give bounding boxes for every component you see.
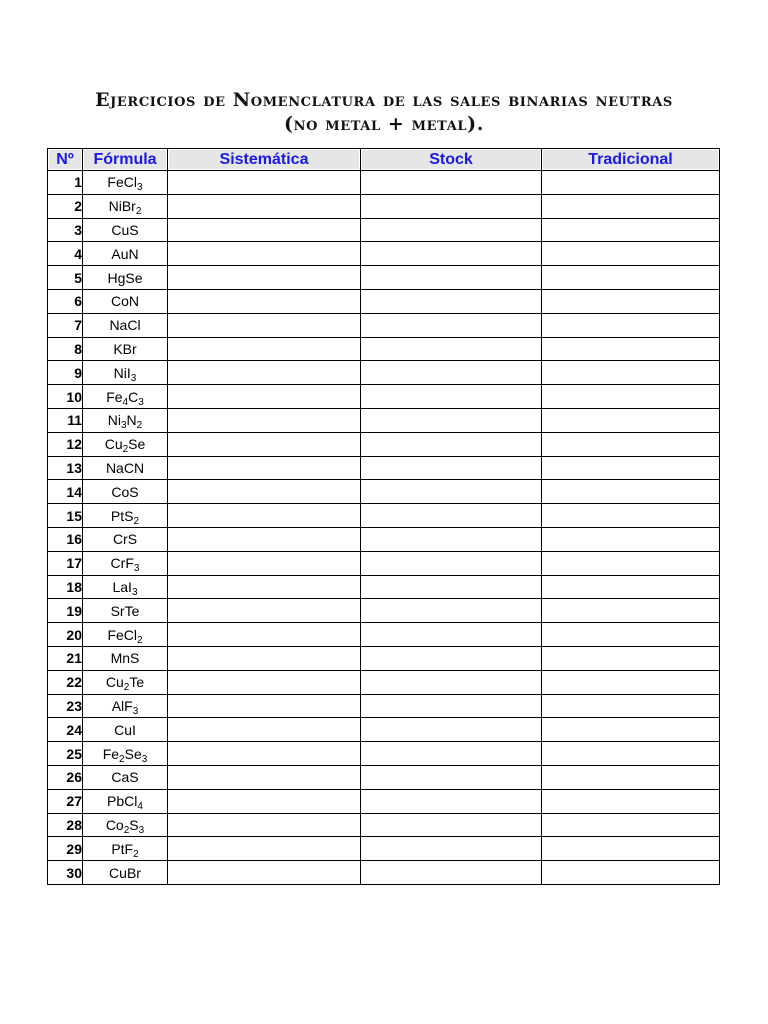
formula-symbol: PtS	[110, 507, 134, 524]
formula-cell	[83, 337, 168, 361]
formula-symbol: CuBr	[109, 864, 141, 881]
formula-subscript: 2	[122, 444, 129, 456]
row-number: 21	[48, 646, 83, 670]
sistematica-answer-cell[interactable]	[168, 337, 361, 361]
sistematica-answer-cell[interactable]	[168, 361, 361, 385]
formula-cell	[83, 289, 168, 313]
formula-subscript: 2	[135, 206, 142, 218]
stock-answer-cell[interactable]	[361, 551, 542, 575]
stock-answer-cell[interactable]	[361, 718, 542, 742]
worksheet-title: Ejercicios de Nomenclatura de las sales binarias neutras	[95, 89, 673, 111]
tradicional-answer-cell[interactable]	[542, 599, 720, 623]
row-number: 22	[48, 670, 83, 694]
formula-symbol: MnS	[110, 650, 140, 667]
formula-symbol: NaCl	[109, 317, 141, 334]
formula-subscript: 2	[123, 824, 130, 836]
table-row	[48, 527, 720, 551]
sistematica-answer-cell[interactable]	[168, 408, 361, 432]
formula-subscript: 2	[137, 634, 143, 646]
formula-symbol: CuI	[114, 721, 136, 738]
table-row	[48, 765, 720, 789]
row-number: 12	[48, 432, 83, 456]
formula-cell	[83, 504, 168, 528]
formula-symbol: Fe	[102, 745, 120, 762]
table-row	[48, 861, 720, 885]
formula-subscript: 2	[123, 682, 130, 694]
sistematica-answer-cell[interactable]	[168, 456, 361, 480]
formula-cell	[83, 718, 168, 742]
table-body	[48, 171, 720, 885]
formula-symbol: CoN	[110, 293, 139, 310]
row-number: 30	[48, 861, 83, 885]
stock-answer-cell[interactable]	[361, 361, 542, 385]
tradicional-answer-cell[interactable]	[542, 385, 720, 409]
stock-answer-cell[interactable]	[361, 837, 542, 861]
formula-symbol: CaS	[111, 769, 139, 786]
sistematica-answer-cell[interactable]	[168, 385, 361, 409]
formula-cell	[83, 646, 168, 670]
table-row	[48, 242, 720, 266]
formula-symbol: SrTe	[110, 602, 140, 619]
stock-answer-cell[interactable]	[361, 432, 542, 456]
formula-symbol: PbCl	[107, 793, 138, 810]
sistematica-answer-cell[interactable]	[168, 289, 361, 313]
table-row	[48, 218, 720, 242]
table-row	[48, 432, 720, 456]
sistematica-answer-cell[interactable]	[168, 504, 361, 528]
formula-symbol: S	[129, 816, 139, 833]
table-row	[48, 813, 720, 837]
tradicional-answer-cell[interactable]	[542, 646, 720, 670]
stock-answer-cell[interactable]	[361, 456, 542, 480]
sistematica-answer-cell[interactable]	[168, 694, 361, 718]
table-row	[48, 694, 720, 718]
table-row	[48, 266, 720, 290]
formula-symbol: FeCl	[107, 626, 137, 643]
row-number: 13	[48, 456, 83, 480]
sistematica-answer-cell[interactable]	[168, 765, 361, 789]
tradicional-answer-cell[interactable]	[542, 313, 720, 337]
formula-subscript: 3	[132, 705, 139, 717]
sistematica-answer-cell[interactable]	[168, 480, 361, 504]
tradicional-answer-cell[interactable]	[542, 266, 720, 290]
tradicional-answer-cell[interactable]	[542, 551, 720, 575]
row-number: 7	[48, 313, 83, 337]
stock-answer-cell[interactable]	[361, 289, 542, 313]
stock-answer-cell[interactable]	[361, 242, 542, 266]
table-row	[48, 313, 720, 337]
formula-symbol: Cl	[123, 174, 137, 191]
formula-cell	[83, 623, 168, 647]
formula-cell	[83, 171, 168, 195]
row-number: 24	[48, 718, 83, 742]
header-formula: Fórmula	[83, 149, 168, 171]
sistematica-answer-cell[interactable]	[168, 623, 361, 647]
formula-symbol: Se	[124, 745, 142, 762]
formula-symbol: Br	[121, 198, 136, 215]
sistematica-answer-cell[interactable]	[168, 718, 361, 742]
tradicional-answer-cell[interactable]	[542, 527, 720, 551]
row-number: 15	[48, 504, 83, 528]
table-row	[48, 385, 720, 409]
formula-symbol: Co	[105, 816, 124, 833]
sistematica-answer-cell[interactable]	[168, 432, 361, 456]
nomenclature-table	[47, 148, 720, 885]
stock-answer-cell[interactable]	[361, 670, 542, 694]
formula-symbol: Te	[129, 674, 145, 691]
formula-cell	[83, 456, 168, 480]
tradicional-answer-cell[interactable]	[542, 813, 720, 837]
tradicional-answer-cell[interactable]	[542, 694, 720, 718]
formula-symbol: AuN	[111, 245, 139, 262]
sistematica-answer-cell[interactable]	[168, 861, 361, 885]
table-row	[48, 670, 720, 694]
worksheet-subtitle: (no metal + metal).	[284, 113, 484, 135]
table-row	[48, 456, 720, 480]
sistematica-answer-cell[interactable]	[168, 742, 361, 766]
row-number: 29	[48, 837, 83, 861]
formula-symbol: CrF	[110, 555, 134, 572]
sistematica-answer-cell[interactable]	[168, 171, 361, 195]
sistematica-answer-cell[interactable]	[168, 646, 361, 670]
stock-answer-cell[interactable]	[361, 171, 542, 195]
stock-answer-cell[interactable]	[361, 599, 542, 623]
tradicional-answer-cell[interactable]	[542, 718, 720, 742]
sistematica-answer-cell[interactable]	[168, 599, 361, 623]
formula-cell	[83, 551, 168, 575]
table-row	[48, 194, 720, 218]
sistematica-answer-cell[interactable]	[168, 551, 361, 575]
stock-answer-cell[interactable]	[361, 789, 542, 813]
sistematica-answer-cell[interactable]	[168, 194, 361, 218]
formula-subscript: 4	[137, 801, 143, 813]
formula-cell	[83, 599, 168, 623]
formula-symbol: Cu	[104, 436, 123, 453]
stock-answer-cell[interactable]	[361, 575, 542, 599]
formula-symbol: LaI	[112, 578, 132, 595]
sistematica-answer-cell[interactable]	[168, 837, 361, 861]
tradicional-answer-cell[interactable]	[542, 789, 720, 813]
row-number: 1	[48, 171, 83, 195]
formula-symbol: KBr	[113, 340, 137, 357]
tradicional-answer-cell[interactable]	[542, 504, 720, 528]
formula-subscript: 3	[133, 563, 140, 575]
stock-answer-cell[interactable]	[361, 694, 542, 718]
formula-cell	[83, 242, 168, 266]
formula-symbol: HgSe	[107, 269, 143, 286]
table-row	[48, 837, 720, 861]
table-row	[48, 171, 720, 195]
stock-answer-cell[interactable]	[361, 742, 542, 766]
table-row	[48, 742, 720, 766]
tradicional-answer-cell[interactable]	[542, 670, 720, 694]
tradicional-answer-cell[interactable]	[542, 171, 720, 195]
sistematica-answer-cell[interactable]	[168, 218, 361, 242]
row-number: 17	[48, 551, 83, 575]
tradicional-answer-cell[interactable]	[542, 337, 720, 361]
formula-cell	[83, 480, 168, 504]
stock-answer-cell[interactable]	[361, 861, 542, 885]
formula-subscript: 3	[141, 753, 148, 765]
row-number: 26	[48, 765, 83, 789]
formula-symbol: AlF	[111, 697, 133, 714]
formula-symbol: Se	[128, 436, 146, 453]
table-row	[48, 646, 720, 670]
formula-subscript: 4	[122, 396, 129, 408]
formula-cell	[83, 575, 168, 599]
table-row	[48, 408, 720, 432]
formula-cell	[83, 861, 168, 885]
formula-cell	[83, 670, 168, 694]
formula-cell	[83, 527, 168, 551]
tradicional-answer-cell[interactable]	[542, 432, 720, 456]
formula-subscript: 2	[136, 420, 143, 432]
formula-cell	[83, 813, 168, 837]
table-row	[48, 337, 720, 361]
table-row	[48, 599, 720, 623]
row-number: 5	[48, 266, 83, 290]
formula-cell	[83, 694, 168, 718]
header-tradicional: Tradicional	[542, 149, 720, 171]
formula-symbol: Ni	[108, 198, 122, 215]
sistematica-answer-cell[interactable]	[168, 789, 361, 813]
row-number: 14	[48, 480, 83, 504]
row-number: 10	[48, 385, 83, 409]
tradicional-answer-cell[interactable]	[542, 456, 720, 480]
tradicional-answer-cell[interactable]	[542, 242, 720, 266]
row-number: 19	[48, 599, 83, 623]
tradicional-answer-cell[interactable]	[542, 861, 720, 885]
header-stock: Stock	[361, 149, 542, 171]
formula-subscript: 3	[130, 372, 137, 384]
tradicional-answer-cell[interactable]	[542, 408, 720, 432]
formula-subscript: 3	[131, 586, 138, 598]
row-number: 8	[48, 337, 83, 361]
formula-subscript: 3	[120, 420, 127, 432]
sistematica-answer-cell[interactable]	[168, 813, 361, 837]
sistematica-answer-cell[interactable]	[168, 266, 361, 290]
stock-answer-cell[interactable]	[361, 480, 542, 504]
stock-answer-cell[interactable]	[361, 765, 542, 789]
table-row	[48, 789, 720, 813]
stock-answer-cell[interactable]	[361, 813, 542, 837]
row-number: 16	[48, 527, 83, 551]
tradicional-answer-cell[interactable]	[542, 837, 720, 861]
formula-subscript: 3	[138, 824, 145, 836]
table-row	[48, 623, 720, 647]
table-header-row	[48, 149, 720, 171]
row-number: 3	[48, 218, 83, 242]
tradicional-answer-cell[interactable]	[542, 765, 720, 789]
row-number: 2	[48, 194, 83, 218]
table-row	[48, 504, 720, 528]
row-number: 4	[48, 242, 83, 266]
formula-cell	[83, 313, 168, 337]
formula-subscript: 3	[137, 182, 143, 194]
header-sistematica: Sistemática	[168, 149, 361, 171]
stock-answer-cell[interactable]	[361, 337, 542, 361]
formula-symbol: NaCN	[105, 459, 145, 476]
row-number: 9	[48, 361, 83, 385]
stock-answer-cell[interactable]	[361, 504, 542, 528]
formula-cell	[83, 742, 168, 766]
formula-symbol: CrS	[112, 531, 138, 548]
formula-symbol: N	[126, 412, 137, 429]
stock-answer-cell[interactable]	[361, 385, 542, 409]
sistematica-answer-cell[interactable]	[168, 575, 361, 599]
stock-answer-cell[interactable]	[361, 646, 542, 670]
table-row	[48, 361, 720, 385]
tradicional-answer-cell[interactable]	[542, 575, 720, 599]
formula-subscript: 2	[119, 753, 125, 765]
tradicional-answer-cell[interactable]	[542, 289, 720, 313]
table-row	[48, 718, 720, 742]
formula-symbol: PtF	[111, 840, 134, 857]
sistematica-answer-cell[interactable]	[168, 313, 361, 337]
table-row	[48, 289, 720, 313]
formula-cell	[83, 408, 168, 432]
formula-cell	[83, 789, 168, 813]
row-number: 25	[48, 742, 83, 766]
formula-symbol: C	[128, 388, 139, 405]
table-row	[48, 551, 720, 575]
tradicional-answer-cell[interactable]	[542, 361, 720, 385]
formula-cell	[83, 266, 168, 290]
stock-answer-cell[interactable]	[361, 218, 542, 242]
formula-cell	[83, 432, 168, 456]
tradicional-answer-cell[interactable]	[542, 742, 720, 766]
formula-cell	[83, 194, 168, 218]
header-number: Nº	[48, 149, 83, 171]
formula-symbol: NiI	[113, 364, 131, 381]
formula-subscript: 2	[133, 848, 139, 860]
table-row	[48, 575, 720, 599]
formula-cell	[83, 385, 168, 409]
stock-answer-cell[interactable]	[361, 194, 542, 218]
formula-symbol: Cu	[105, 674, 124, 691]
stock-answer-cell[interactable]	[361, 266, 542, 290]
row-number: 23	[48, 694, 83, 718]
formula-cell	[83, 837, 168, 861]
formula-cell	[83, 361, 168, 385]
formula-symbol: Ni	[107, 412, 121, 429]
stock-answer-cell[interactable]	[361, 408, 542, 432]
stock-answer-cell[interactable]	[361, 313, 542, 337]
formula-cell	[83, 218, 168, 242]
stock-answer-cell[interactable]	[361, 527, 542, 551]
formula-subscript: 3	[138, 396, 144, 408]
table-row	[48, 480, 720, 504]
tradicional-answer-cell[interactable]	[542, 480, 720, 504]
row-number: 6	[48, 289, 83, 313]
stock-answer-cell[interactable]	[361, 623, 542, 647]
formula-symbol: CuS	[111, 221, 139, 238]
sistematica-answer-cell[interactable]	[168, 670, 361, 694]
tradicional-answer-cell[interactable]	[542, 623, 720, 647]
row-number: 28	[48, 813, 83, 837]
row-number: 11	[48, 408, 83, 432]
formula-cell	[83, 765, 168, 789]
row-number: 27	[48, 789, 83, 813]
row-number: 18	[48, 575, 83, 599]
sistematica-answer-cell[interactable]	[168, 527, 361, 551]
formula-symbol: CoS	[111, 483, 139, 500]
tradicional-answer-cell[interactable]	[542, 218, 720, 242]
tradicional-answer-cell[interactable]	[542, 194, 720, 218]
formula-symbol: Fe	[106, 388, 123, 405]
formula-subscript: 2	[133, 515, 140, 527]
formula-symbol: Fe	[107, 174, 124, 191]
row-number: 20	[48, 623, 83, 647]
sistematica-answer-cell[interactable]	[168, 242, 361, 266]
